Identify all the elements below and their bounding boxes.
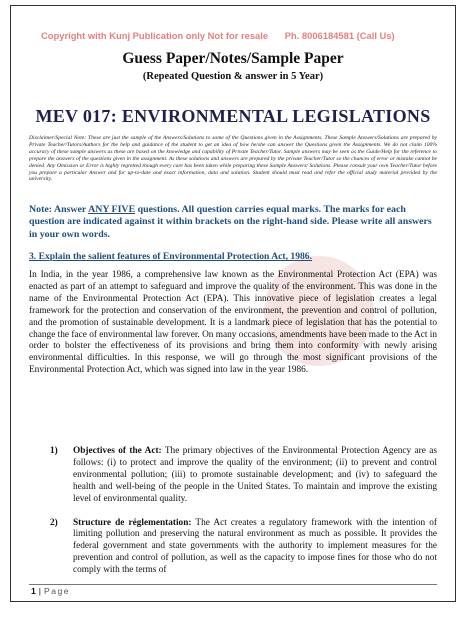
list-item	[29, 518, 437, 578]
note-prefix: Note: Answer	[29, 204, 89, 215]
page-number: 1	[31, 586, 36, 596]
list-item	[29, 446, 437, 506]
guess-paper-subtitle: (Repeated Question & answer in 5 Year)	[142, 71, 324, 82]
list-item-text: The Act creates a regulatory framework with the intention of limiting pollution and preserving the natural environment as much as possible. It provides the federal government and state governments with the authority to implement measures for the prevention and control of pollution, as well as the capacity to impose fines for those who do not comply with the terms of	[73, 517, 437, 576]
course-title: MEV 017: ENVIRONMENTAL LEGISLATIONS	[35, 106, 431, 126]
document-page	[10, 5, 456, 602]
list-item-heading: Objectives of the Act:	[73, 446, 162, 456]
copyright-line	[41, 30, 395, 41]
phone-text: Ph. 8006184581 (Call Us)	[284, 30, 395, 41]
list-item-text: The primary objectives of the Environmental Protection Agency are as follows: (i) to protect and improve the quality of the environment; (ii) to prevent and control environmental pollution; (iii) to promote sustainable development; and (iv) to safeguard the health and well-being of the people in the United States. To maintain and improve the existing level of environmental quality.	[73, 446, 438, 504]
disclaimer-text: Disclaimer/Special Note: These are just the sample of the Answers/Solutions to some of the Questions given in the Assignments. These Sample Answers/Solutions are prepared by Private Teacher/Tutors/Authors for the help and guidance of the student to get an idea of how he/she can answer the Questions given the Assignments. We do not claim 100% accuracy of these sample answers as these are based on the knowledge and capability of Private Teacher/Tutor. Sample answers may be seen as the Guide/Help for the reference to prepare the answers of the questions given in the assignment. As these solutions and answers are prepared by the private Teacher/Tutor so the chances of error or mistake cannot be denied. Any Omission or Error is highly regretted though every care has been taken while preparing these Sample Answers/ Solutions. Please consult your own Teacher/Tutor before you prepare a particular Answer and for up-to-date and exact information, data and solution. Student should must read and refer the official study material provided by the university.	[29, 135, 437, 183]
instructions-note	[29, 204, 437, 241]
guess-paper-title: Guess Paper/Notes/Sample Paper	[122, 50, 344, 67]
copyright-text: Copyright with Kunj Publication only Not for resale	[41, 30, 269, 41]
page-footer	[31, 586, 70, 596]
note-emphasis: ANY FIVE	[88, 204, 136, 215]
footer-separator: |	[38, 586, 42, 596]
feature-list	[29, 446, 437, 577]
list-item-number: 2)	[50, 517, 58, 528]
list-item-heading: Structure de réglementation:	[73, 517, 192, 528]
page-label: Page	[44, 586, 71, 596]
footer-divider	[29, 584, 437, 585]
question-heading: 3. Explain the salient features of Environmental Protection Act, 1986.	[29, 251, 313, 262]
note-suffix: questions. All question carries equal marks. The marks for each question are indicated against it within brackets on the right-hand side. Please write all answers in your own words.	[29, 204, 432, 240]
answer-paragraph: In India, in the year 1986, a comprehensive law known as the Environmental Protection Act (EPA) was enacted as part of an attempt to safeguard and improve the quality of the environment. This was done in the name of the Environmental Protection Act (EPA). This innovative piece of legislation creates a legal framework for the protection and conservation of the environment, the prevention and control of pollution, and the promotion of sustainable development. It is a landmark piece of legislation that has the potential to change the face of environmental law forever. On many occasions, amendments have been made to the Act in order to bolster the effectiveness of its provisions and bring them into conformity with newly arising environmental difficulties. In this response, we will go through the most significant provisions of the Environmental Protection Act, which was signed into law in the year 1986.	[29, 270, 437, 376]
list-item-number: 1)	[50, 446, 58, 456]
